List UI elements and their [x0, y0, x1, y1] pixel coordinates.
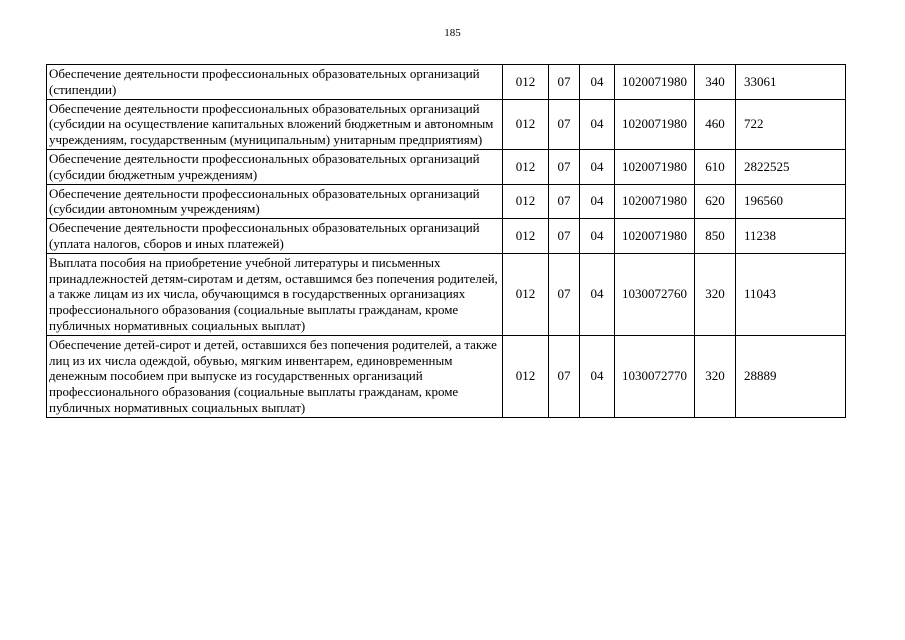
row-description: Обеспечение деятельности профессиональных образовательных организаций (субсидии бюджетным учреждениям): [47, 149, 503, 184]
row-sum: 28889: [736, 335, 846, 417]
row-description: Выплата пособия на приобретение учебной литературы и письменных принадлежностей детям-сиротам и детям, оставшимся без попечения родителей, а также лицам из их числа, обучающимся в государственных организациях профессионального образования (социальные выплаты гражданам, кроме публичных нормативных социальных выплат): [47, 253, 503, 335]
row-subsection-code: 04: [580, 99, 615, 149]
row-section-code: 07: [549, 184, 580, 219]
row-subsection-code: 04: [580, 335, 615, 417]
row-expense-type-code: 340: [695, 65, 736, 100]
row-sum: 11043: [736, 253, 846, 335]
row-sum: 722: [736, 99, 846, 149]
budget-table: [46, 64, 846, 418]
row-section-code: 07: [549, 253, 580, 335]
row-section-code: 07: [549, 99, 580, 149]
row-expense-type-code: 610: [695, 149, 736, 184]
row-section-code: 07: [549, 65, 580, 100]
row-expense-type-code: 320: [695, 253, 736, 335]
row-target-article-code: 1020071980: [615, 219, 695, 254]
table-row: [47, 65, 846, 100]
row-section-code: 07: [549, 149, 580, 184]
row-target-article-code: 1020071980: [615, 65, 695, 100]
table-row: [47, 184, 846, 219]
row-ministry-code: 012: [503, 184, 549, 219]
table-row: [47, 219, 846, 254]
table-row: [47, 149, 846, 184]
row-section-code: 07: [549, 335, 580, 417]
row-description: Обеспечение деятельности профессиональных образовательных организаций (субсидии на осуществление капитальных вложений бюджетным и автономным учреждениям, государственным (муниципальным) унитарным предприятиям): [47, 99, 503, 149]
row-subsection-code: 04: [580, 184, 615, 219]
row-subsection-code: 04: [580, 65, 615, 100]
row-ministry-code: 012: [503, 65, 549, 100]
table-row: [47, 99, 846, 149]
row-expense-type-code: 620: [695, 184, 736, 219]
row-sum: 196560: [736, 184, 846, 219]
row-target-article-code: 1030072770: [615, 335, 695, 417]
page-number: 185: [444, 27, 461, 39]
row-target-article-code: 1020071980: [615, 184, 695, 219]
row-section-code: 07: [549, 219, 580, 254]
row-target-article-code: 1020071980: [615, 149, 695, 184]
row-ministry-code: 012: [503, 219, 549, 254]
table-row: [47, 253, 846, 335]
row-subsection-code: 04: [580, 219, 615, 254]
row-expense-type-code: 320: [695, 335, 736, 417]
row-sum: 11238: [736, 219, 846, 254]
row-ministry-code: 012: [503, 335, 549, 417]
table-row: [47, 335, 846, 417]
row-expense-type-code: 850: [695, 219, 736, 254]
row-ministry-code: 012: [503, 99, 549, 149]
row-target-article-code: 1020071980: [615, 99, 695, 149]
row-description: Обеспечение деятельности профессиональных образовательных организаций (стипендии): [47, 65, 503, 100]
row-ministry-code: 012: [503, 253, 549, 335]
row-subsection-code: 04: [580, 149, 615, 184]
row-subsection-code: 04: [580, 253, 615, 335]
row-sum: 33061: [736, 65, 846, 100]
row-description: Обеспечение деятельности профессиональных образовательных организаций (субсидии автономным учреждениям): [47, 184, 503, 219]
row-target-article-code: 1030072760: [615, 253, 695, 335]
row-sum: 2822525: [736, 149, 846, 184]
row-ministry-code: 012: [503, 149, 549, 184]
row-description: Обеспечение деятельности профессиональных образовательных организаций (уплата налогов, сборов и иных платежей): [47, 219, 503, 254]
row-description: Обеспечение детей-сирот и детей, оставшихся без попечения родителей, а также лиц из их числа одеждой, обувью, мягким инвентарем, единовременным денежным пособием при выпуске из государственных организаций профессионального образования (социальные выплаты гражданам, кроме публичных нормативных социальных выплат): [47, 335, 503, 417]
row-expense-type-code: 460: [695, 99, 736, 149]
